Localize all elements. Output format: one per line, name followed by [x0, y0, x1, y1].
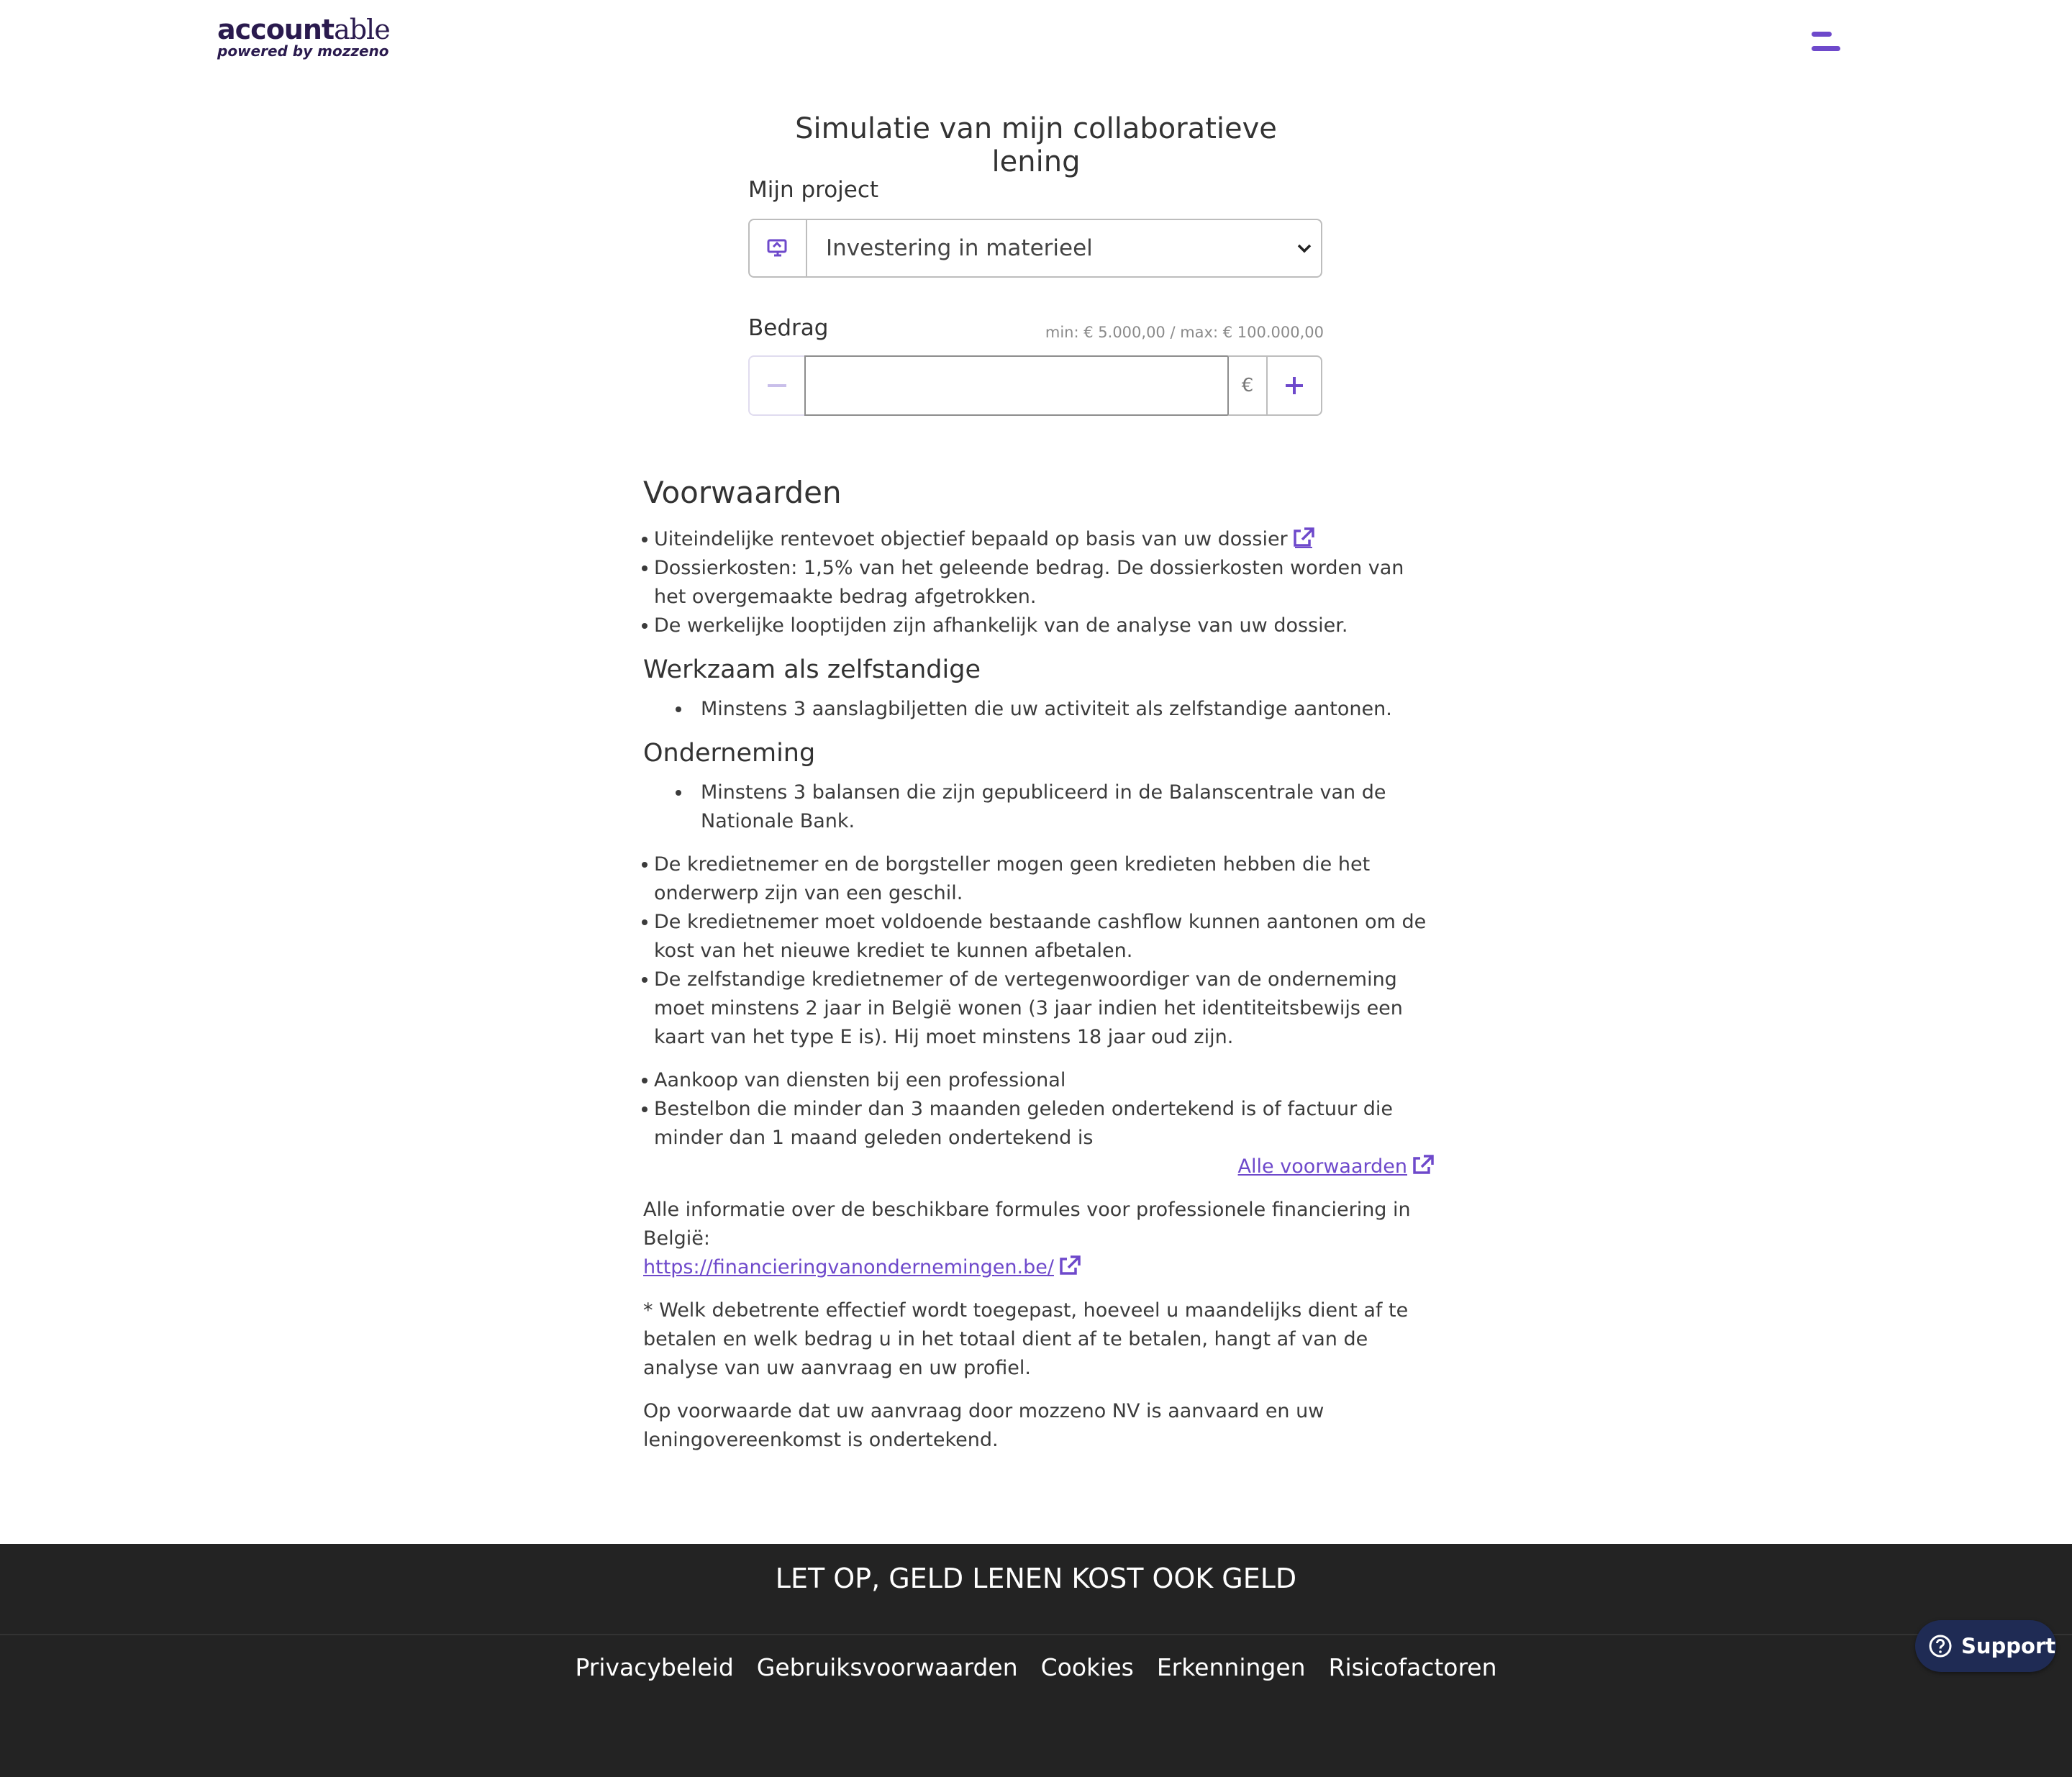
logo-wordmark-bold: account [217, 14, 335, 45]
list-item: Minstens 3 balansen die zijn gepubliceerd in de Balanscentrale van de Nationale Bank. [701, 778, 1435, 836]
chevron-down-icon [1296, 243, 1312, 253]
footer-link-risk-factors[interactable]: Risicofactoren [1328, 1653, 1497, 1681]
list-item: Aankoop van diensten bij een professional [654, 1066, 1435, 1095]
all-conditions-row [643, 1153, 1435, 1181]
footer-links [0, 1653, 2072, 1681]
project-select-text: Investering in materieel [826, 235, 1093, 261]
amount-input[interactable] [804, 355, 1227, 416]
self-employed-title: Werkzaam als zelfstandige [643, 655, 981, 684]
external-link-icon [1412, 1154, 1435, 1176]
logo-tagline: powered by mozzeno [217, 42, 389, 60]
footer [0, 1544, 2072, 1777]
desktop-icon [767, 238, 789, 258]
amount-label: Bedrag [748, 315, 829, 341]
footer-divider [0, 1634, 2072, 1635]
page-title: Simulatie van mijn collaboratieve lening [795, 112, 1277, 178]
currency-addon: € [1227, 355, 1266, 416]
conditions-list-middle [643, 850, 1435, 1052]
logo-wordmark-thin: able [334, 14, 390, 45]
list-item: De kredietnemer moet voldoende bestaande cashflow kunnen aantonen om de kost van het nieuwe krediet te kunnen afbetalen. [654, 908, 1435, 965]
list-item: De werkelijke looptijden zijn afhankelijk van de analyse van uw dossier. [654, 612, 1435, 640]
list-item-text: Uiteindelijke rentevoet objectief bepaald op basis van uw dossier [654, 528, 1288, 550]
support-button[interactable] [1915, 1620, 2056, 1672]
hamburger-menu-icon[interactable] [1803, 29, 1843, 53]
project-label: Mijn project [748, 177, 879, 203]
footer-warning: LET OP, GELD LENEN KOST OOK GELD [775, 1563, 1297, 1594]
footer-link-terms[interactable]: Gebruiksvoorwaarden [756, 1653, 1018, 1681]
brand-logo[interactable] [217, 16, 390, 58]
menu-bar-top [1812, 32, 1832, 37]
info-text: Alle informatie over de beschikbare formules voor professionele financiering in België: [643, 1199, 1411, 1250]
list-item: Bestelbon die minder dan 3 maanden geleden ondertekend is of factuur die minder dan 1 maand geleden ondertekend is [654, 1095, 1435, 1153]
self-employed-list [643, 695, 1435, 724]
decrease-amount-button[interactable] [748, 355, 804, 416]
question-circle-icon [1928, 1634, 1953, 1658]
list-item: Minstens 3 aanslagbiljetten die uw activiteit als zelfstandige aantonen. [701, 695, 1435, 724]
company-title: Onderneming [643, 739, 816, 768]
approval-note: Op voorwaarde dat uw aanvraag door mozzeno NV is aanvaard en uw leningovereenkomst is ondertekend. [643, 1400, 1324, 1451]
amount-stepper [748, 355, 1322, 416]
conditions-section [643, 468, 1435, 1455]
all-conditions-link[interactable] [1238, 1155, 1435, 1178]
conditions-list-top [643, 525, 1435, 640]
footnote: * Welk debetrente effectief wordt toegepast, hoeveel u maandelijks dient af te betalen en welk bedrag u in het totaal dient af te betalen, hangt af van de analyse van uw aanvraag en uw profiel. [643, 1299, 1409, 1379]
all-conditions-link-text: Alle voorwaarden [1237, 1155, 1407, 1178]
list-item: De zelfstandige kredietnemer of de vertegenwoordiger van de onderneming moet minstens 2 jaar in België wonen (3 jaar indien het identiteitsbewijs een kaart van het type E is). Hij moet minstens 18 jaar oud zijn. [654, 965, 1435, 1052]
menu-bar-bottom [1812, 46, 1840, 51]
conditions-list-bottom [643, 1066, 1435, 1153]
financing-info-link[interactable] [643, 1256, 1081, 1278]
project-select-value[interactable] [807, 220, 1321, 276]
support-label: Support [1961, 1634, 2056, 1658]
conditions-title: Voorwaarden [643, 475, 842, 510]
project-addon [750, 220, 807, 276]
info-paragraph [643, 1196, 1435, 1282]
external-link-icon[interactable] [1292, 527, 1315, 548]
list-item [654, 525, 1435, 554]
financing-info-link-text: https://financieringvanondernemingen.be/ [643, 1256, 1054, 1278]
external-link-icon [1058, 1255, 1081, 1276]
logo-wordmark [217, 16, 390, 43]
project-select[interactable] [748, 219, 1322, 278]
company-list [643, 778, 1435, 836]
list-item: De kredietnemer en de borgsteller mogen geen kredieten hebben die het onderwerp zijn van een geschil. [654, 850, 1435, 908]
footer-link-privacy[interactable]: Privacybeleid [575, 1653, 734, 1681]
increase-amount-button[interactable] [1266, 355, 1322, 416]
footer-link-recognitions[interactable]: Erkenningen [1156, 1653, 1306, 1681]
list-item: Dossierkosten: 1,5% van het geleende bedrag. De dossierkosten worden van het overgemaakte bedrag afgetrokken. [654, 554, 1435, 612]
minus-icon [768, 383, 786, 388]
footer-link-cookies[interactable]: Cookies [1040, 1653, 1134, 1681]
plus-icon [1285, 376, 1304, 395]
amount-range-note: min: € 5.000,00 / max: € 100.000,00 [1045, 324, 1324, 341]
